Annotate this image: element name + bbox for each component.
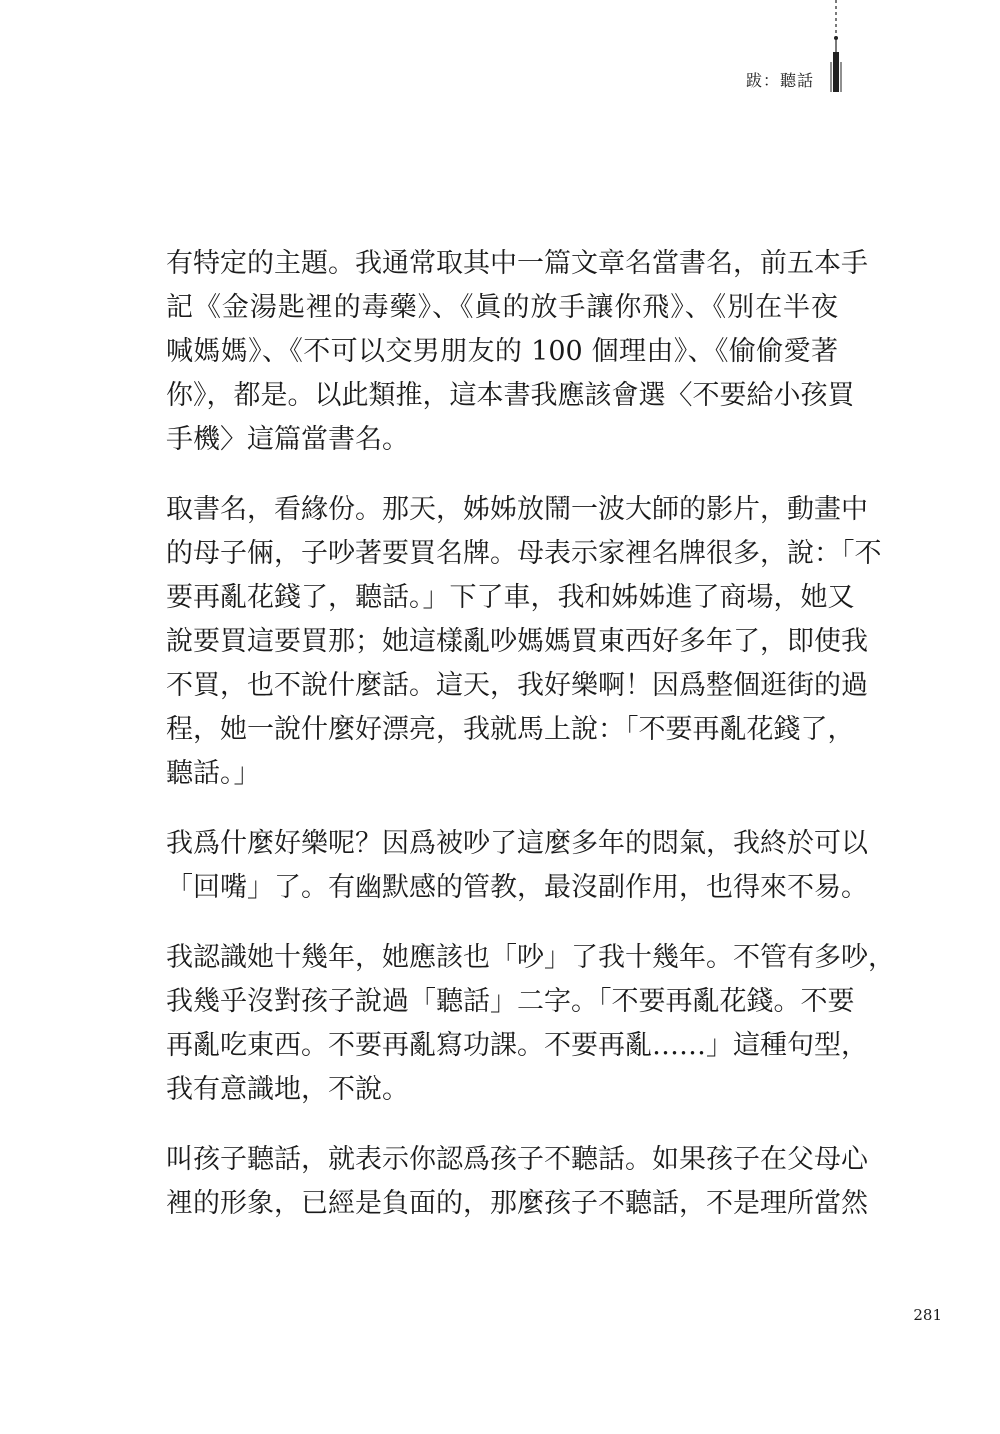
text-line: 你》，都是。以此類推，這本書我應該會選〈不要給小孩買 bbox=[166, 380, 855, 411]
page-number: 281 bbox=[913, 1306, 942, 1324]
paragraph-4 bbox=[166, 936, 895, 1112]
text-line: 再亂吃東西。不要再亂寫功課。不要再亂……」這種句型， bbox=[166, 1030, 868, 1061]
header-tassel-ornament bbox=[828, 0, 844, 92]
text-line: 說要買這要買那；她這樣亂吵媽媽買東西好多年了，即使我 bbox=[166, 626, 868, 657]
text-line: 程，她一說什麼好漂亮，我就馬上說：「不要再亂花錢了， bbox=[166, 714, 855, 745]
paragraph-1 bbox=[166, 242, 868, 462]
text-line: 不買，也不說什麼話。這天，我好樂啊！因爲整個逛街的過 bbox=[166, 670, 868, 701]
text-line: 我爲什麼好樂呢？因爲被吵了這麼多年的悶氣，我終於可以 bbox=[166, 828, 868, 859]
text-line: 的母子倆，子吵著要買名牌。母表示家裡名牌很多，說：「不 bbox=[166, 538, 882, 569]
text-line: 「回嘴」了。有幽默感的管教，最沒副作用，也得來不易。 bbox=[166, 872, 868, 903]
text-line: 我幾乎沒對孩子說過「聽話」二字。「不要再亂花錢。不要 bbox=[166, 986, 855, 1017]
text-line: 有特定的主題。我通常取其中一篇文章名當書名，前五本手 bbox=[166, 248, 868, 279]
text-line: 取書名，看緣份。那天，姊姊放鬧一波大師的影片，動畫中 bbox=[166, 494, 868, 525]
text-line: 要再亂花錢了，聽話。」下了車，我和姊姊進了商場，她又 bbox=[166, 582, 855, 613]
paragraph-5 bbox=[166, 1138, 868, 1226]
paragraph-3 bbox=[166, 822, 868, 910]
running-header-title: 跋：聽話 bbox=[745, 71, 814, 90]
text-line: 我有意識地，不說。 bbox=[166, 1074, 409, 1105]
text-line: 我認識她十幾年，她應該也「吵」了我十幾年。不管有多吵， bbox=[166, 942, 895, 973]
text-line: 手機〉這篇當書名。 bbox=[166, 424, 409, 455]
text-line: 裡的形象，已經是負面的，那麼孩子不聽話，不是理所當然 bbox=[166, 1188, 868, 1219]
text-line: 叫孩子聽話，就表示你認爲孩子不聽話。如果孩子在父母心 bbox=[166, 1144, 868, 1175]
paragraph-2 bbox=[166, 488, 882, 796]
text-line: 聽話。」 bbox=[166, 758, 261, 789]
text-line: 喊媽媽》、《不可以交男朋友的 100 個理由》、《偷偷愛著 bbox=[166, 336, 838, 367]
text-line: 記《金湯匙裡的毒藥》、《眞的放手讓你飛》、《別在半夜 bbox=[166, 292, 838, 323]
body-text bbox=[166, 242, 895, 1252]
